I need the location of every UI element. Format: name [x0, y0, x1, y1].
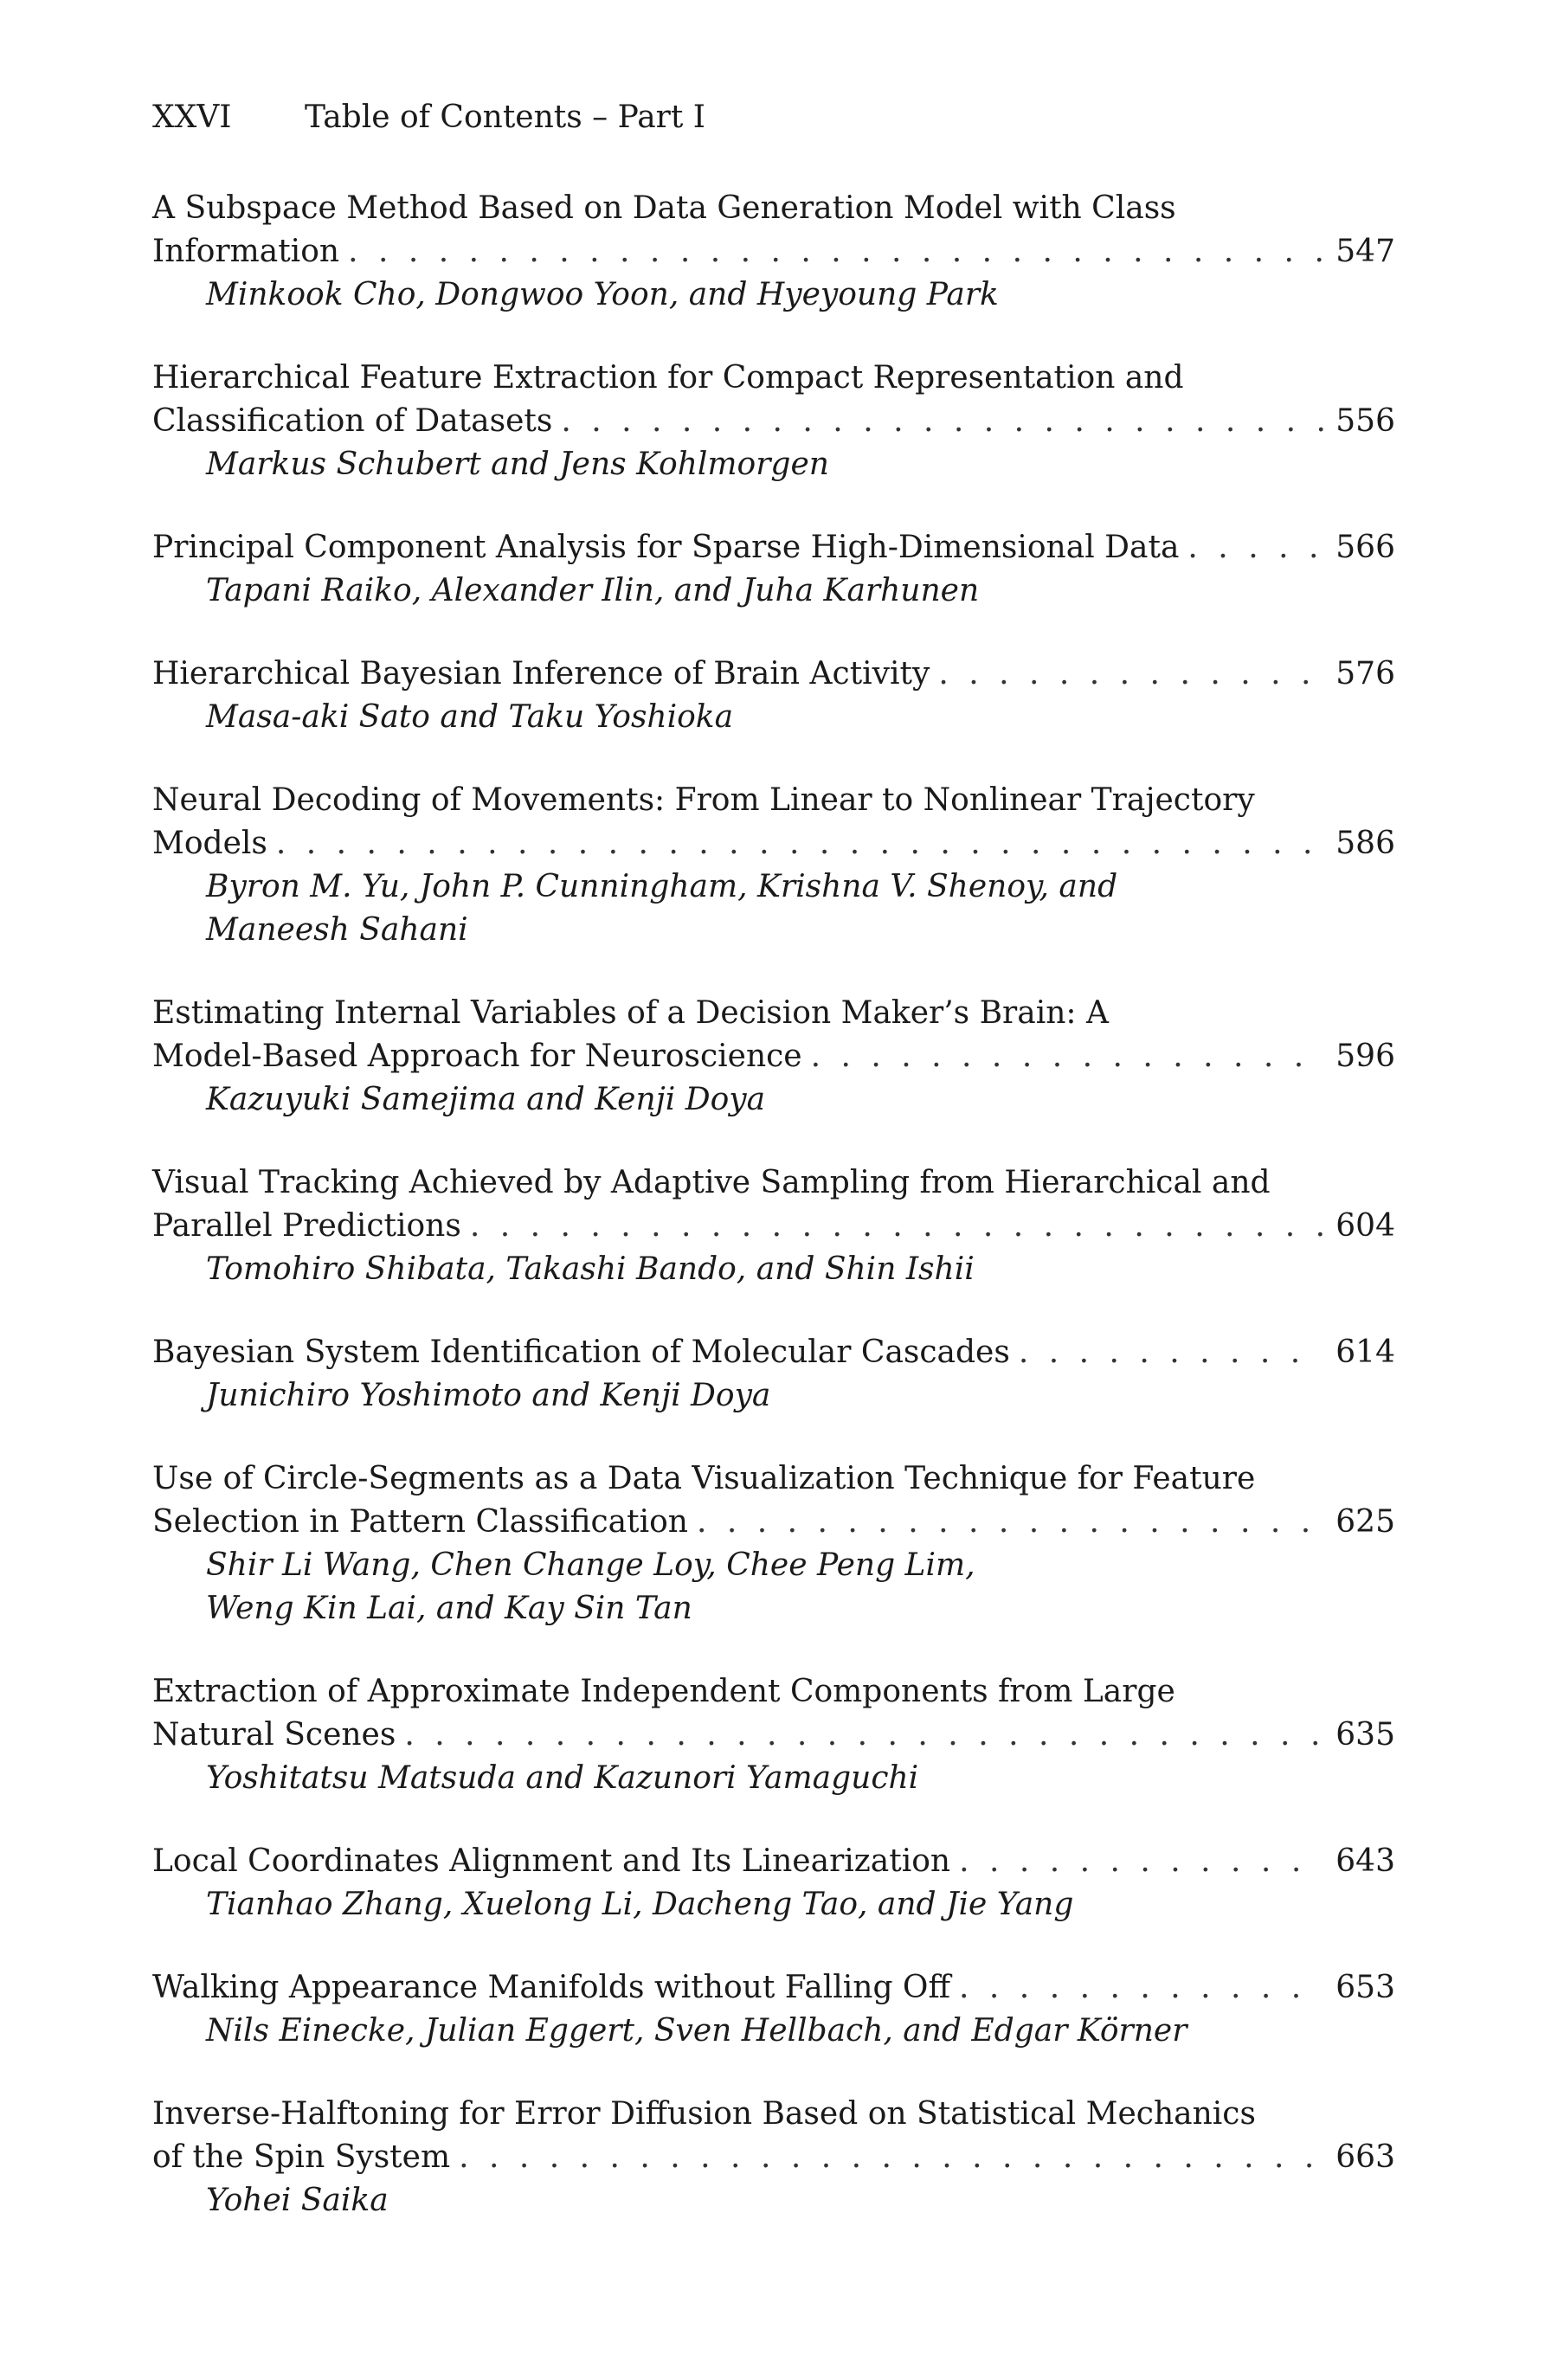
entry-title-line: [152, 1966, 1395, 2010]
dot-leader: [470, 1205, 1323, 1248]
toc-entry: [152, 992, 1395, 1122]
entry-page-number: 663: [1335, 2139, 1395, 2175]
entry-title-text: Natural Scenes: [152, 1717, 396, 1753]
toc-entry: [152, 187, 1395, 317]
toc-entry: [152, 1966, 1395, 2053]
entry-page-number: 643: [1335, 1843, 1395, 1879]
entry-page-number: 566: [1335, 530, 1395, 565]
entry-authors: Tapani Raiko, Alexander Ilin, and Juha Karhunen: [206, 573, 980, 608]
entry-title-text: Hierarchical Bayesian Inference of Brain Activity: [152, 656, 930, 691]
dot-leader: [959, 1966, 1323, 2010]
entry-title-line: [152, 230, 1395, 273]
toc-entry: [152, 1670, 1395, 1800]
toc-entry: [152, 779, 1395, 952]
entry-title-line: Hierarchical Feature Extraction for Compact Representation and: [152, 360, 1184, 396]
entry-title-text: Selection in Pattern Classification: [152, 1504, 688, 1540]
entry-title-text: Walking Appearance Manifolds without Falling Off: [152, 1970, 951, 2005]
entry-authors: Junichiro Yoshimoto and Kenji Doya: [206, 1378, 771, 1413]
dot-leader: [561, 400, 1323, 443]
entry-title-line: [152, 1035, 1395, 1078]
entry-title-text: of the Spin System: [152, 2139, 451, 2175]
toc-entry: [152, 1840, 1395, 1927]
dot-leader: [1019, 1331, 1323, 1374]
entry-title-line: [152, 1331, 1395, 1374]
dot-leader: [404, 1714, 1323, 1757]
dot-leader: [1187, 526, 1323, 569]
page-folio: XXVI: [152, 100, 232, 135]
entry-authors: Tomohiro Shibata, Takashi Bando, and Shin Ishii: [206, 1251, 975, 1287]
entry-page-number: 614: [1335, 1335, 1395, 1370]
dot-leader: [938, 653, 1323, 696]
entry-title-line: Extraction of Approximate Independent Components from Large: [152, 1674, 1175, 1709]
entry-title-line: [152, 1501, 1395, 1544]
dot-leader: [276, 822, 1323, 865]
entry-title-line: [152, 1205, 1395, 1248]
entry-authors: Maneesh Sahani: [206, 912, 468, 948]
entry-title-line: Inverse-Halftoning for Error Diffusion Based on Statistical Mechanics: [152, 2096, 1256, 2132]
entry-page-number: 556: [1335, 403, 1395, 439]
entry-page-number: 586: [1335, 826, 1395, 861]
toc-entry: [152, 2093, 1395, 2222]
entry-title-line: [152, 653, 1395, 696]
table-of-contents: [152, 187, 1395, 2262]
entry-title-line: [152, 2136, 1395, 2179]
toc-entry: [152, 1457, 1395, 1631]
entry-title-line: [152, 526, 1395, 569]
entry-title-line: [152, 1840, 1395, 1883]
toc-entry: [152, 1331, 1395, 1418]
entry-title-text: Bayesian System Identification of Molecular Cascades: [152, 1335, 1010, 1370]
entry-page-number: 596: [1335, 1039, 1395, 1074]
entry-authors: Shir Li Wang, Chen Change Loy, Chee Peng Lim,: [206, 1547, 975, 1583]
entry-authors: Yoshitatsu Matsuda and Kazunori Yamaguchi: [206, 1760, 919, 1796]
entry-title-line: [152, 400, 1395, 443]
toc-entry: [152, 526, 1395, 613]
entry-title-text: Model-Based Approach for Neuroscience: [152, 1039, 802, 1074]
entry-title-line: Visual Tracking Achieved by Adaptive Sampling from Hierarchical and: [152, 1165, 1271, 1200]
entry-authors: Byron M. Yu, John P. Cunningham, Krishna V. Shenoy, and: [206, 869, 1118, 904]
entry-authors: Weng Kin Lai, and Kay Sin Tan: [206, 1591, 692, 1626]
running-head: [152, 97, 705, 138]
dot-leader: [959, 1840, 1323, 1883]
entry-authors: Tianhao Zhang, Xuelong Li, Dacheng Tao, and Jie Yang: [206, 1887, 1074, 1922]
entry-title-text: Classification of Datasets: [152, 403, 553, 439]
entry-title-text: Principal Component Analysis for Sparse High-Dimensional Data: [152, 530, 1180, 565]
entry-authors: Kazuyuki Samejima and Kenji Doya: [206, 1082, 766, 1117]
entry-authors: Markus Schubert and Jens Kohlmorgen: [206, 447, 829, 482]
entry-authors: Minkook Cho, Dongwoo Yoon, and Hyeyoung Park: [206, 277, 999, 312]
entry-title-line: Neural Decoding of Movements: From Linear to Nonlinear Trajectory: [152, 782, 1255, 818]
dot-leader: [811, 1035, 1324, 1078]
entry-authors: Yohei Saika: [206, 2183, 389, 2218]
entry-title-text: Models: [152, 826, 267, 861]
entry-title-line: Estimating Internal Variables of a Decision Maker’s Brain: A: [152, 995, 1109, 1031]
entry-title-text: Local Coordinates Alignment and Its Linearization: [152, 1843, 951, 1879]
entry-title-line: A Subspace Method Based on Data Generation Model with Class: [152, 190, 1176, 226]
entry-title-line: [152, 822, 1395, 865]
entry-page-number: 635: [1335, 1717, 1395, 1753]
entry-page-number: 576: [1335, 656, 1395, 691]
entry-page-number: 547: [1335, 234, 1395, 269]
entry-page-number: 604: [1335, 1208, 1395, 1244]
entry-title-line: [152, 1714, 1395, 1757]
entry-title-line: Use of Circle-Segments as a Data Visualization Technique for Feature: [152, 1461, 1256, 1496]
entry-page-number: 625: [1335, 1504, 1395, 1540]
toc-entry: [152, 1161, 1395, 1291]
dot-leader: [697, 1501, 1323, 1544]
entry-title-text: Information: [152, 234, 340, 269]
entry-page-number: 653: [1335, 1970, 1395, 2005]
dot-leader: [459, 2136, 1323, 2179]
running-title: Table of Contents – Part I: [305, 100, 706, 135]
toc-entry: [152, 357, 1395, 486]
entry-authors: Nils Einecke, Julian Eggert, Sven Hellbach, and Edgar Körner: [206, 2013, 1187, 2049]
dot-leader: [348, 230, 1323, 273]
entry-title-text: Parallel Predictions: [152, 1208, 461, 1244]
toc-entry: [152, 653, 1395, 739]
entry-authors: Masa-aki Sato and Taku Yoshioka: [206, 699, 734, 735]
